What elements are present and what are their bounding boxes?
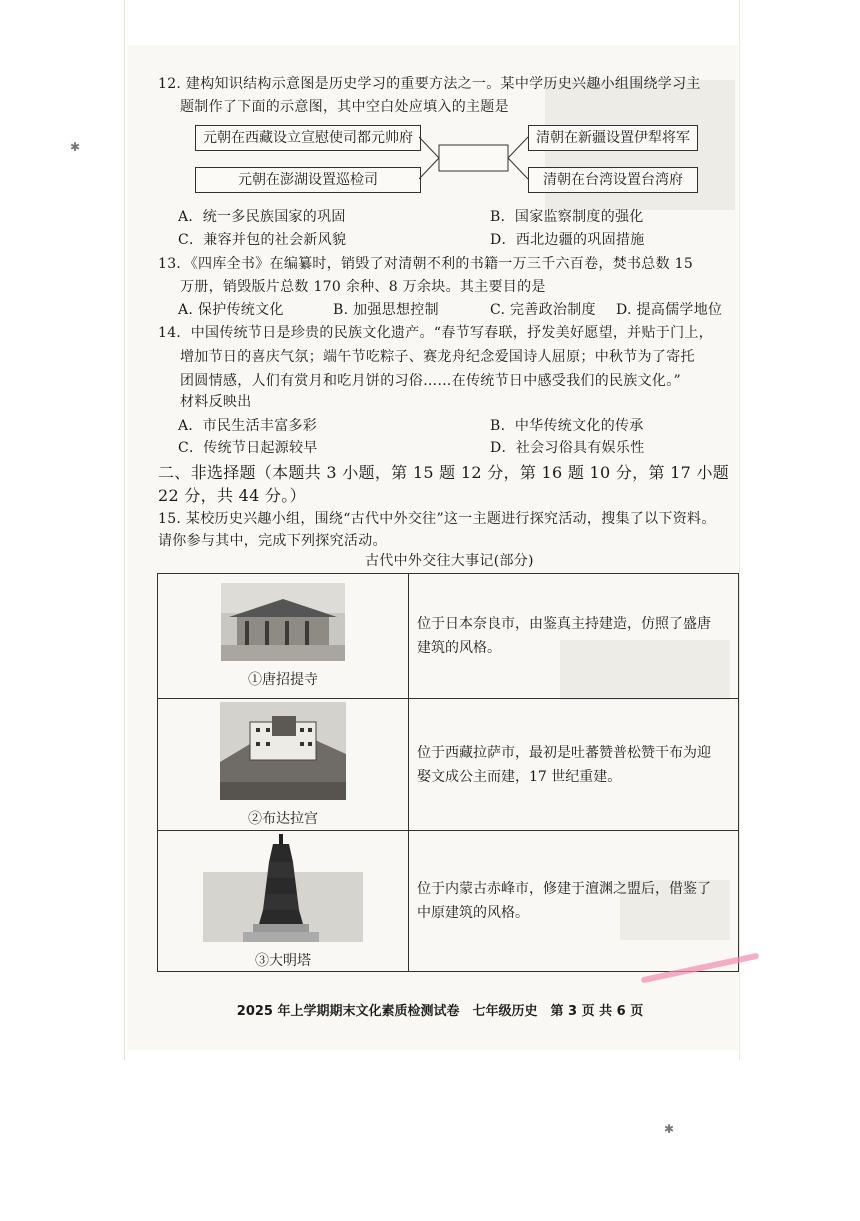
q13-option-c: C. 完善政治制度 [490, 302, 596, 318]
q14-option-b: B．中华传统文化的传承 [490, 418, 644, 434]
description-line: 位于内蒙古赤峰市，修建于澶渊之盟后，借鉴了 [417, 881, 711, 897]
q13-stem-line2: 万册，销毁版片总数 170 余种、8 万余块。其主要目的是 [180, 279, 546, 295]
photo-caption: ①唐招提寺 [248, 672, 318, 688]
q14-stem-line2: 增加节日的喜庆气氛；端午节吃粽子、赛龙舟纪念爱国诗人屈原；中秋节为了寄托 [180, 349, 695, 365]
potala-palace-photo [220, 702, 346, 800]
description-cell [409, 831, 739, 972]
image-cell [158, 574, 409, 699]
description-line: 位于西藏拉萨市，最初是吐蕃赞普松赞干布为迎 [417, 744, 711, 761]
q13-option-a: A. 保护传统文化 [178, 302, 284, 318]
section-heading-line1: 二、非选择题（本题共 3 小题，第 15 题 12 分，第 16 题 10 分，第 17 小题 [158, 463, 730, 482]
section-heading-line2: 22 分，共 44 分。） [158, 486, 306, 505]
diagram-box-qing-xinjiang: 清朝在新疆设置伊犁将军 [528, 125, 698, 151]
page-footer: 2025 年上学期期末文化素质检测试卷 七年级历史 第 3 页 共 6 页 [236, 1004, 644, 1019]
diagram-box-qing-taiwan: 清朝在台湾设置台湾府 [528, 167, 698, 193]
diagram-box-yuan-tibet: 元朝在西藏设立宣慰使司都元帅府 [195, 125, 421, 151]
events-table [157, 573, 739, 972]
q12-option-a: A．统一多民族国家的巩固 [178, 209, 346, 225]
section-heading [158, 463, 729, 483]
table-title: 古代中外交往大事记(部分) [365, 553, 534, 569]
diagram-box-yuan-penghu: 元朝在澎湖设置巡检司 [195, 167, 421, 193]
q12-stem-line2: 题制作了下面的示意图，其中空白处应填入的主题是 [180, 99, 509, 115]
description-line: 娶文成公主而建，17 世纪重建。 [417, 768, 622, 785]
scan-speck: ✱ [664, 1122, 675, 1136]
q14-option-a: A．市民生活丰富多彩 [178, 418, 318, 434]
q14-stem-line3: 团圆情感，人们有赏月和吃月饼的习俗……在传统节日中感受我们的民族文化。” [180, 373, 681, 389]
description-cell [409, 574, 739, 699]
q14-stem-line4: 材料反映出 [180, 394, 252, 410]
q15-stem-line1: 15. 某校历史兴趣小组，围绕“古代中外交往”这一主题进行探究活动，搜集了以下资料。 [158, 511, 716, 527]
daming-pagoda-photo [203, 832, 363, 942]
description-line: 中原建筑的风格。 [417, 905, 529, 921]
q12-option-b: B．国家监察制度的强化 [490, 209, 644, 225]
table-row [158, 699, 739, 831]
q13-option-d: D. 提高儒学地位 [616, 302, 723, 318]
q15-stem-line2: 请你参与其中，完成下列探究活动。 [158, 533, 387, 549]
q14-option-c: C．传统节日起源较早 [178, 440, 318, 456]
photo-caption: ③大明塔 [255, 953, 311, 969]
q14-option-d: D．社会习俗具有娱乐性 [490, 440, 645, 456]
description-cell [409, 699, 739, 831]
q12-option-d: D．西北边疆的巩固措施 [490, 232, 645, 248]
description-line: 位于日本奈良市，由鉴真主持建造，仿照了盛唐 [417, 616, 711, 632]
tang-zhaoti-temple-photo [221, 583, 345, 661]
diagram-center-blank [419, 125, 528, 191]
image-cell [158, 831, 409, 972]
q13-stem-line1: 13．《四库全书》在编纂时，销毁了对清朝不利的书籍一万三千六百卷，焚书总数 15 [158, 256, 694, 272]
photo-caption: ②布达拉宫 [248, 810, 318, 827]
q12-option-c: C．兼容并包的社会新风貌 [178, 232, 347, 248]
scan-speck: ✱ [70, 140, 81, 154]
image-cell [158, 699, 409, 831]
table-row [158, 574, 739, 699]
q14-stem-line1: 14．中国传统节日是珍贵的民族文化遗产。“春节写春联，抒发美好愿望，并贴于门上， [158, 325, 713, 341]
q13-option-b: B. 加强思想控制 [333, 302, 439, 318]
q12-stem-line1: 12. 建构知识结构示意图是历史学习的重要方法之一。某中学历史兴趣小组围绕学习主 [158, 76, 701, 92]
table-row [158, 831, 739, 972]
description-line: 建筑的风格。 [417, 640, 501, 656]
